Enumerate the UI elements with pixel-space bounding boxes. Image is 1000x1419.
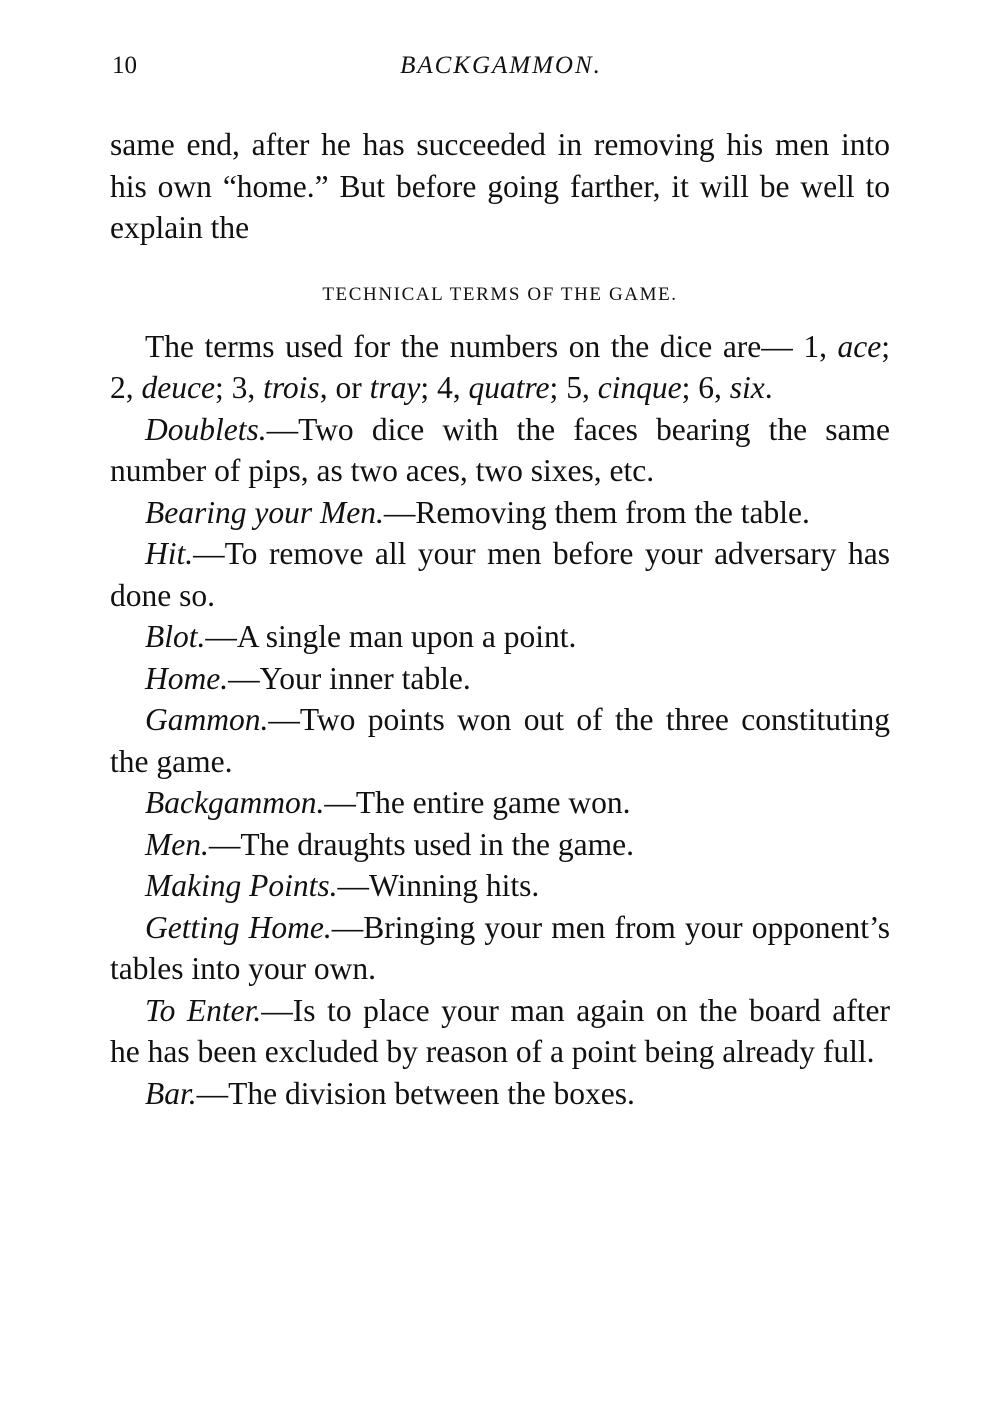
dice-number: 5 <box>566 370 582 405</box>
definition-text: —Your inner table. <box>228 660 471 696</box>
dice-terms-paragraph: The terms used for the numbers on the dice are— 1, ace; 2, deuce; 3, trois, or tray; 4, quatre; 5, cinque; 6, six. <box>110 328 891 405</box>
definition-gammon <box>110 699 890 782</box>
definition-text: —Two dice with the faces bearing the same number of pips, as two aces, two sixes, etc. <box>110 411 890 488</box>
definition-term: Doublets. <box>145 411 267 447</box>
dice-separator: ; <box>549 370 559 405</box>
definition-text: —The entire game won. <box>324 785 631 820</box>
definition-text: —Is to place your man again on the board after he has been excluded by reason of a point being already full. <box>110 992 890 1069</box>
dice-alt-name: tray <box>369 370 421 405</box>
definition-term: Backgammon. <box>145 785 325 820</box>
definition-to-enter <box>110 990 890 1073</box>
page-number: 10 <box>112 52 137 79</box>
definition-term: Men. <box>145 826 209 862</box>
dice-alt-joiner: or <box>335 370 362 405</box>
definition-hit <box>110 533 890 616</box>
dice-name: trois <box>263 370 320 405</box>
definition-getting-home <box>110 907 890 990</box>
page-header <box>112 52 890 92</box>
dice-separator: ; <box>681 370 691 405</box>
definition-text: —Winning hits. <box>337 868 540 903</box>
definition-bar <box>110 1073 890 1115</box>
intro-paragraph: same end, after he has succeeded in removing his men into his own “home.” But before going farther, it will be well to explain the <box>110 127 890 245</box>
definition-term: Gammon. <box>145 702 269 737</box>
dice-number: 6 <box>698 370 715 405</box>
definition-backgammon <box>110 782 890 824</box>
dice-name: ace <box>837 328 882 364</box>
dice-number: 2 <box>110 370 126 405</box>
definition-text: —Removing them from the table. <box>383 494 810 530</box>
definition-men <box>110 824 890 866</box>
dice-terms-lead: The terms used for the numbers on the dice are— <box>145 328 793 364</box>
definition-term: Bar. <box>145 1075 197 1111</box>
definition-term: Making Points. <box>145 868 338 903</box>
definition-text: —The draughts used in the game. <box>208 826 635 862</box>
definition-blot <box>110 616 890 658</box>
definition-bearing-your-men <box>110 492 890 534</box>
definition-term: Hit. <box>145 536 194 571</box>
running-head: BACKGAMMON. <box>400 52 602 79</box>
definition-text: —Two points won out of the three constituting the game. <box>110 702 890 779</box>
definition-making-points <box>110 865 890 907</box>
definition-term: Getting Home. <box>145 909 332 945</box>
dice-separator: ; <box>881 328 891 364</box>
dice-name: six <box>729 370 765 405</box>
dice-separator: ; <box>420 370 430 405</box>
definition-term: To Enter. <box>145 992 262 1028</box>
definition-home <box>110 658 890 700</box>
section-heading: TECHNICAL TERMS OF THE GAME. <box>322 283 678 305</box>
definition-term: Home. <box>145 660 229 696</box>
definition-text: —A single man upon a point. <box>205 619 577 654</box>
definition-doublets <box>110 409 890 492</box>
definition-term: Bearing your Men. <box>145 494 384 530</box>
dice-number: 3 <box>231 370 248 405</box>
page-body <box>110 124 890 1114</box>
definition-text: —The division between the boxes. <box>196 1075 635 1111</box>
dice-separator: . <box>764 370 773 405</box>
definition-text: —To remove all your men before your adversary has done so. <box>110 536 890 613</box>
dice-name: quatre <box>468 370 550 405</box>
dice-name: deuce <box>141 370 215 405</box>
dice-number: 4 <box>436 370 453 405</box>
dice-separator: ; <box>214 370 224 405</box>
dice-number: 1 <box>803 328 820 364</box>
definition-text: —Bringing your men from your opponent’s tables into your own. <box>110 909 890 986</box>
dice-name: cinque <box>597 370 682 405</box>
definition-term: Blot. <box>145 619 206 654</box>
